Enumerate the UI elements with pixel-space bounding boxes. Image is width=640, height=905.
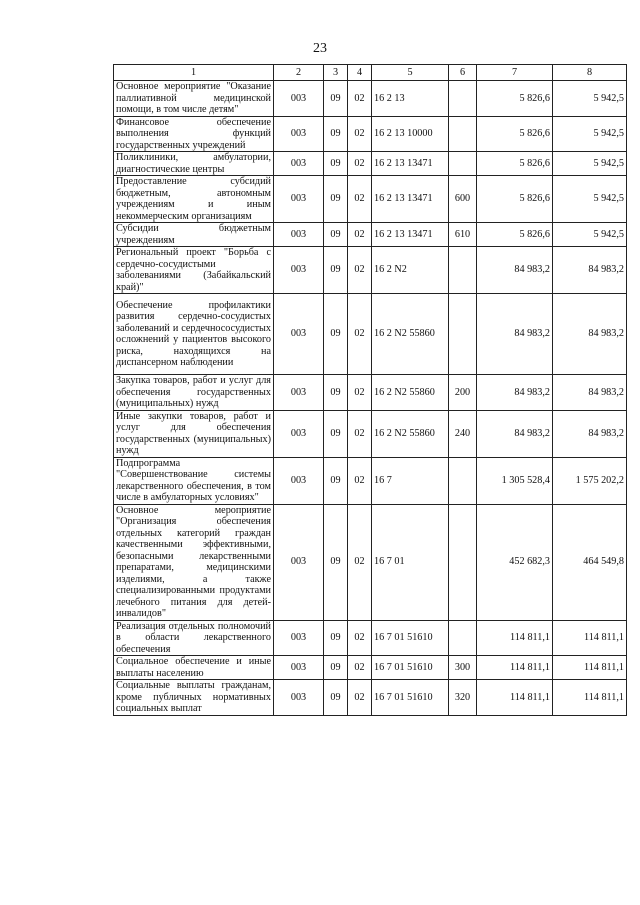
row-target-article: 16 2 N2 55860	[372, 294, 449, 375]
row-amount-year1: 114 811,1	[477, 656, 553, 680]
row-subsection: 02	[348, 81, 372, 117]
row-code: 003	[274, 116, 324, 152]
row-amount-year1: 5 826,6	[477, 81, 553, 117]
row-code: 003	[274, 620, 324, 656]
row-target-article: 16 2 N2	[372, 247, 449, 294]
row-code: 003	[274, 247, 324, 294]
table-row	[114, 375, 627, 411]
header-col-1: 1	[114, 65, 274, 81]
row-amount-year1: 84 983,2	[477, 375, 553, 411]
row-subsection: 02	[348, 294, 372, 375]
row-code: 003	[274, 504, 324, 620]
row-expense-type: 320	[449, 680, 477, 716]
row-target-article: 16 2 13 10000	[372, 116, 449, 152]
row-code: 003	[274, 457, 324, 504]
row-name: Закупка товаров, работ и услуг для обеспечения государственных (муниципальных) нужд	[114, 375, 274, 411]
row-target-article: 16 2 13 13471	[372, 176, 449, 223]
table-row	[114, 680, 627, 716]
row-expense-type: 600	[449, 176, 477, 223]
row-amount-year1: 1 305 528,4	[477, 457, 553, 504]
row-subsection: 02	[348, 375, 372, 411]
row-code: 003	[274, 152, 324, 176]
page-number: 23	[313, 41, 327, 56]
row-expense-type: 200	[449, 375, 477, 411]
row-subsection: 02	[348, 223, 372, 247]
row-name: Иные закупки товаров, работ и услуг для обеспечения государственных (муниципальных) нужд	[114, 410, 274, 457]
table-row	[114, 656, 627, 680]
row-amount-year1: 5 826,6	[477, 223, 553, 247]
row-section: 09	[324, 116, 348, 152]
row-subsection: 02	[348, 504, 372, 620]
row-amount-year2: 5 942,5	[553, 152, 627, 176]
row-name: Основное мероприятие "Оказание паллиативной медицинской помощи, в том числе детям"	[114, 81, 274, 117]
row-subsection: 02	[348, 176, 372, 223]
row-expense-type	[449, 620, 477, 656]
table-row	[114, 176, 627, 223]
row-target-article: 16 2 13 13471	[372, 152, 449, 176]
row-name: Социальное обеспечение и иные выплаты населению	[114, 656, 274, 680]
row-amount-year1: 5 826,6	[477, 152, 553, 176]
table-row	[114, 620, 627, 656]
header-col-2: 2	[274, 65, 324, 81]
row-expense-type	[449, 247, 477, 294]
table-row	[114, 116, 627, 152]
row-section: 09	[324, 152, 348, 176]
row-amount-year2: 114 811,1	[553, 620, 627, 656]
row-amount-year2: 5 942,5	[553, 116, 627, 152]
row-amount-year2: 84 983,2	[553, 247, 627, 294]
header-col-4: 4	[348, 65, 372, 81]
row-expense-type: 240	[449, 410, 477, 457]
row-amount-year1: 452 682,3	[477, 504, 553, 620]
row-subsection: 02	[348, 410, 372, 457]
row-section: 09	[324, 81, 348, 117]
table-row	[114, 247, 627, 294]
row-subsection: 02	[348, 457, 372, 504]
row-expense-type	[449, 504, 477, 620]
row-amount-year1: 84 983,2	[477, 294, 553, 375]
row-section: 09	[324, 375, 348, 411]
row-section: 09	[324, 620, 348, 656]
row-code: 003	[274, 656, 324, 680]
row-amount-year2: 1 575 202,2	[553, 457, 627, 504]
row-section: 09	[324, 680, 348, 716]
table-row	[114, 410, 627, 457]
row-name: Реализация отдельных полномочий в области лекарственного обеспечения	[114, 620, 274, 656]
row-amount-year1: 5 826,6	[477, 176, 553, 223]
header-col-8: 8	[553, 65, 627, 81]
row-section: 09	[324, 176, 348, 223]
header-col-6: 6	[449, 65, 477, 81]
row-subsection: 02	[348, 620, 372, 656]
table-row	[114, 457, 627, 504]
row-subsection: 02	[348, 656, 372, 680]
row-code: 003	[274, 81, 324, 117]
table-row	[114, 152, 627, 176]
budget-table	[113, 64, 627, 716]
header-col-5: 5	[372, 65, 449, 81]
row-subsection: 02	[348, 152, 372, 176]
table-row	[114, 294, 627, 375]
row-code: 003	[274, 294, 324, 375]
table-body	[114, 81, 627, 716]
row-section: 09	[324, 504, 348, 620]
row-name: Обеспечение профилактики развития сердечно-сосудистых заболеваний и сердечнососудистых осложнений у пациентов высокого риска, находящихся на диспансерном наблюдении	[114, 294, 274, 375]
row-target-article: 16 7	[372, 457, 449, 504]
row-name: Поликлиники, амбулатории, диагностические центры	[114, 152, 274, 176]
row-section: 09	[324, 656, 348, 680]
row-expense-type	[449, 116, 477, 152]
row-amount-year2: 5 942,5	[553, 81, 627, 117]
row-subsection: 02	[348, 680, 372, 716]
row-code: 003	[274, 176, 324, 223]
header-row	[114, 65, 627, 81]
row-name: Предоставление субсидий бюджетным, автономным учреждениям и иным некоммерческим организациям	[114, 176, 274, 223]
row-amount-year2: 84 983,2	[553, 294, 627, 375]
row-amount-year2: 114 811,1	[553, 656, 627, 680]
row-amount-year1: 84 983,2	[477, 247, 553, 294]
row-code: 003	[274, 680, 324, 716]
row-amount-year2: 464 549,8	[553, 504, 627, 620]
table-row	[114, 81, 627, 117]
row-amount-year2: 84 983,2	[553, 410, 627, 457]
row-amount-year1: 114 811,1	[477, 680, 553, 716]
table-row	[114, 504, 627, 620]
row-name: Социальные выплаты гражданам, кроме публичных нормативных социальных выплат	[114, 680, 274, 716]
row-code: 003	[274, 223, 324, 247]
row-name: Региональный проект "Борьба с сердечно-сосудистыми заболеваниями (Забайкальский край)"	[114, 247, 274, 294]
row-section: 09	[324, 247, 348, 294]
row-expense-type	[449, 81, 477, 117]
row-amount-year1: 114 811,1	[477, 620, 553, 656]
row-expense-type	[449, 152, 477, 176]
row-amount-year1: 84 983,2	[477, 410, 553, 457]
row-subsection: 02	[348, 116, 372, 152]
row-name: Субсидии бюджетным учреждениям	[114, 223, 274, 247]
row-target-article: 16 2 13 13471	[372, 223, 449, 247]
row-name: Основное мероприятие "Организация обеспечения отдельных категорий граждан качественными эффективными, безопасными лекарственными препаратами, медицинскими изделиями, а также специализированными продуктами лечебного питания для детей-инвалидов"	[114, 504, 274, 620]
header-col-7: 7	[477, 65, 553, 81]
row-section: 09	[324, 294, 348, 375]
row-expense-type	[449, 294, 477, 375]
row-code: 003	[274, 410, 324, 457]
row-section: 09	[324, 223, 348, 247]
row-section: 09	[324, 457, 348, 504]
row-amount-year2: 84 983,2	[553, 375, 627, 411]
row-expense-type: 610	[449, 223, 477, 247]
row-section: 09	[324, 410, 348, 457]
row-subsection: 02	[348, 247, 372, 294]
row-target-article: 16 7 01 51610	[372, 620, 449, 656]
row-target-article: 16 7 01	[372, 504, 449, 620]
row-code: 003	[274, 375, 324, 411]
row-amount-year2: 5 942,5	[553, 176, 627, 223]
row-expense-type: 300	[449, 656, 477, 680]
row-name: Финансовое обеспечение выполнения функций государственных учреждений	[114, 116, 274, 152]
row-target-article: 16 2 N2 55860	[372, 375, 449, 411]
row-amount-year2: 114 811,1	[553, 680, 627, 716]
header-col-3: 3	[324, 65, 348, 81]
row-target-article: 16 7 01 51610	[372, 680, 449, 716]
row-target-article: 16 2 13	[372, 81, 449, 117]
row-amount-year2: 5 942,5	[553, 223, 627, 247]
row-target-article: 16 7 01 51610	[372, 656, 449, 680]
row-target-article: 16 2 N2 55860	[372, 410, 449, 457]
row-amount-year1: 5 826,6	[477, 116, 553, 152]
row-name: Подпрограмма "Совершенствование системы лекарственного обеспечения, в том числе в амбулаторных условиях"	[114, 457, 274, 504]
row-expense-type	[449, 457, 477, 504]
table-row	[114, 223, 627, 247]
